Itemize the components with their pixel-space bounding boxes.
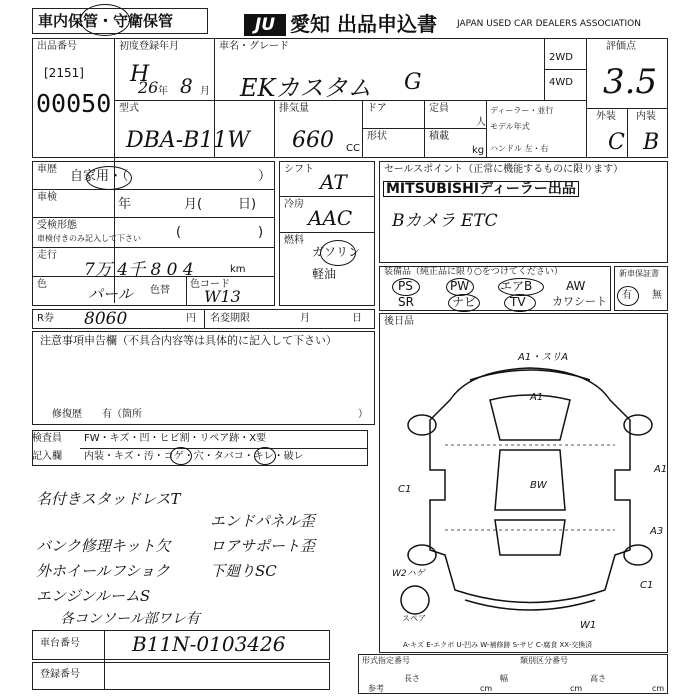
notes-label: 注意事項申告欄（不具合内容等は具体的に記入して下さい）: [40, 334, 337, 347]
interior-label: 内装: [636, 111, 656, 122]
score-value: 3.5: [603, 62, 658, 102]
color-change-label: 色替: [150, 285, 170, 296]
storage-circle: [80, 4, 130, 36]
spec-height-unit: cm: [652, 684, 665, 693]
remark-3: バンク修理キット欠: [36, 537, 171, 555]
recycle-value: 8060: [84, 309, 128, 329]
equip-tv: TV: [510, 295, 526, 309]
score-label: 評価点: [606, 41, 636, 52]
mileage-label: 走行: [37, 250, 57, 261]
handle-label: ハンドル 左・右: [490, 144, 549, 153]
equipment-label: 装備品（純正品に限り○をつけてください）: [384, 267, 563, 277]
warranty-label: 新車保証書: [619, 269, 659, 278]
acceptance-paren: (: [176, 225, 182, 240]
registration-year-unit: 年: [158, 86, 168, 97]
spec-class-label: 類別区分番号: [520, 656, 568, 665]
type-value: DBA-B11W: [126, 128, 250, 153]
equip-leather: カワシート: [552, 295, 607, 308]
equip-pw: PW: [450, 279, 470, 293]
color-value: パール: [88, 285, 133, 303]
damage-mark-1: A1・スリA: [518, 352, 569, 363]
inspector-label-2: 記入欄: [32, 451, 62, 462]
capacity-unit: 人: [476, 117, 486, 128]
doors-label: ドア: [367, 103, 387, 114]
inspection-day: 日): [238, 197, 257, 212]
lot-number: 00050: [36, 89, 112, 118]
history-label: 車歴: [37, 164, 57, 175]
damage-mark-9: W1: [580, 620, 597, 631]
equip-airbag: エアB: [500, 279, 533, 293]
registration-no-label: 登録番号: [40, 669, 80, 680]
remark-8: 各コンソール部ワレ有: [60, 611, 200, 627]
association-name: JAPAN USED CAR DEALERS ASSOCIATION: [457, 19, 641, 29]
interior-grade: B: [643, 130, 660, 155]
remark-6: 下廻りSC: [210, 562, 277, 580]
history-close: ）: [258, 169, 272, 184]
remark-5: 外ホイールフショク: [36, 562, 170, 580]
shift-label: シフト: [284, 164, 314, 175]
damage-legend: A-キズ E-エクボ U-凹み W-補修跡 S-サビ C-腐食 XX-交換済: [403, 641, 593, 649]
inspection-year: 年: [118, 197, 132, 212]
inspector-circle-1: [170, 447, 192, 465]
recycle-label: R券: [37, 313, 54, 324]
equip-aw: AW: [566, 279, 586, 293]
drive-2wd: 2WD: [549, 52, 573, 63]
registration-month: 8: [180, 74, 193, 98]
equip-ps-circle: [392, 278, 420, 296]
warranty-yes-circle: [617, 286, 639, 306]
registration-month-unit: 月: [200, 86, 210, 97]
mileage-value: 7万 4千 8 0 4: [84, 260, 194, 280]
drive-4wd: 4WD: [549, 77, 573, 88]
shift-value: AT: [320, 170, 347, 194]
fuel-gas: ガソリン: [312, 245, 361, 259]
remark-1: 名付きスタッドレスT: [36, 490, 181, 508]
color-code-label: 色コード: [190, 279, 230, 290]
damage-mark-4: A1: [654, 464, 668, 475]
inspector-row-1: FW・キズ・凹・ヒビ割・リペア跡・X要: [84, 433, 267, 444]
acceptance-note: 車検付きのみ記入して下さい: [37, 234, 141, 243]
capacity-label: 定員: [429, 103, 449, 114]
equip-ps: PS: [398, 279, 413, 293]
retrofit-label: 後日品: [384, 316, 414, 327]
spec-width-label: 幅: [500, 674, 508, 683]
listing-label: 出品番号: [37, 41, 77, 52]
color-code: W13: [204, 287, 241, 306]
repair-history-close: ）: [358, 409, 368, 420]
fuel-label: 燃料: [284, 235, 304, 246]
load-unit: kg: [472, 145, 485, 156]
damage-mark-3: BW: [530, 480, 547, 491]
lot-bracket: [2151]: [44, 66, 84, 80]
registration-era: H: [130, 62, 150, 87]
damage-mark-6: C1: [398, 484, 412, 495]
acceptance-paren-close: ): [258, 225, 264, 240]
equip-tv-circle: [504, 294, 536, 312]
spec-length-unit: cm: [480, 684, 493, 693]
acceptance-label: 受検形態: [37, 220, 77, 231]
shape-label: 形状: [367, 131, 387, 142]
displacement-unit: CC: [346, 143, 360, 154]
remark-7: エンジンルームS: [36, 587, 151, 605]
form-title: 愛知 出品申込書: [290, 12, 437, 36]
exterior-grade: C: [608, 130, 625, 155]
deadline-day: 日: [352, 313, 362, 324]
damage-mark-8: C1: [640, 580, 654, 591]
displacement-value: 660: [292, 128, 334, 153]
warranty-no: 無: [652, 290, 662, 301]
displacement-label: 排気量: [279, 103, 309, 114]
spec-length-label: 長さ: [404, 674, 420, 683]
equip-navi: ナビ: [452, 295, 477, 309]
model-label: 車名・グレード: [219, 41, 289, 52]
selling-points-items: Bカメラ ETC: [392, 211, 498, 231]
inspection-label: 車検: [37, 192, 57, 203]
damage-mark-2: A1: [530, 392, 544, 403]
spec-ref-label: 参考: [368, 684, 384, 693]
selling-points-label: セールスポイント（正常に機能するものに限ります）: [384, 164, 624, 175]
damage-mark-5: A3: [650, 526, 664, 537]
equip-sr: SR: [398, 295, 414, 309]
remark-2: エンドパネル歪: [210, 512, 315, 530]
history-circle: [86, 166, 132, 190]
history-value: 自家用・（: [70, 169, 129, 184]
storage-type-label: 車内保管・守衛保管: [38, 12, 174, 30]
damage-mark-7: W2ハゲ: [392, 569, 425, 579]
inspection-month: 月(: [184, 197, 203, 212]
equip-navi-circle: [448, 294, 480, 312]
ac-value: AAC: [308, 206, 353, 230]
registration-year: 26: [138, 78, 159, 97]
remark-4: ロアサポート歪: [210, 537, 316, 555]
load-label: 積載: [429, 131, 449, 142]
color-label: 色: [37, 279, 47, 290]
warranty-yes: 有: [622, 290, 632, 301]
recycle-unit: 円: [186, 313, 196, 324]
chassis-number: B11N-0103426: [132, 632, 286, 656]
model-name: EKカスタム: [240, 74, 372, 102]
fuel-diesel: 軽油: [312, 267, 337, 281]
chassis-label: 車台番号: [40, 638, 80, 649]
inspector-row-2: 内装・キズ・汚・コゲ・穴・タバコ・キレ・破レ: [84, 451, 304, 462]
exterior-label: 外装: [596, 111, 616, 122]
spec-form-label: 形式指定番号: [362, 656, 410, 665]
selling-points-dealer: MITSUBISHIディーラー出品: [383, 181, 579, 197]
model-year-label: モデル年式: [490, 122, 530, 131]
model-grade: G: [404, 70, 422, 95]
registration-label: 初度登録年月: [119, 41, 179, 52]
ac-label: 冷房: [284, 199, 304, 210]
spare-label: スペア: [402, 614, 426, 623]
mileage-unit: km: [230, 264, 246, 275]
deadline-label: 名変期限: [210, 313, 250, 324]
inspector-circle-2: [254, 447, 276, 465]
type-label: 型式: [119, 103, 139, 114]
inspector-label-1: 検査員: [32, 433, 62, 444]
fuel-gas-circle: [320, 240, 356, 266]
spec-width-unit: cm: [570, 684, 583, 693]
dealer-label: ディーラー・並行: [490, 106, 554, 115]
deadline-month: 月: [300, 313, 310, 324]
repair-history: 修復歴 有（箇所: [52, 409, 142, 420]
spec-height-label: 高さ: [590, 674, 606, 683]
ju-logo: JU: [244, 14, 286, 36]
